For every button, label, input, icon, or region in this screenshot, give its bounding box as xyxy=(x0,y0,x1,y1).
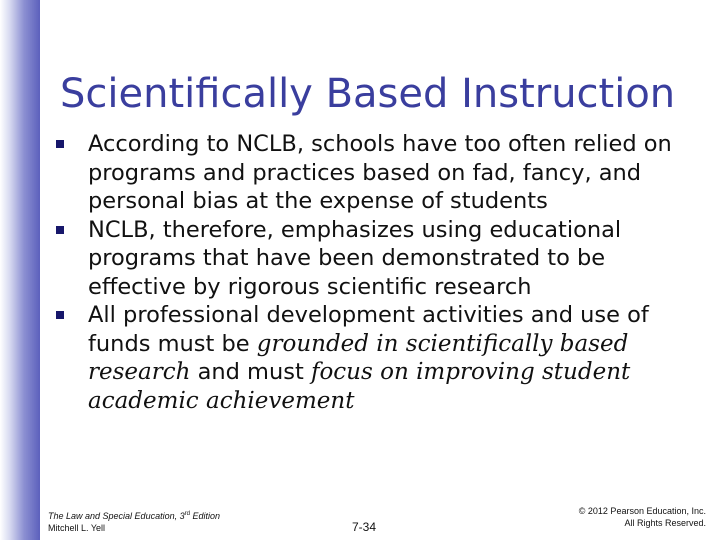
bullet-item xyxy=(56,216,706,302)
bullet-text-middle: and must xyxy=(190,359,311,385)
book-title: The Law and Special Education, 3rd Edition xyxy=(48,511,220,521)
bullet-text-start: All professional development activities and use of funds must be xyxy=(88,302,649,357)
bullet-list xyxy=(56,130,706,415)
author-name: Mitchell L. Yell xyxy=(48,523,106,533)
page-number: 7-34 xyxy=(352,520,377,534)
bullet-text: According to NCLB, schools have too often relied on programs and practices based on fad, fancy, and personal bias at the expense of students xyxy=(88,131,672,214)
copyright-line: © 2012 Pearson Education, Inc. xyxy=(578,506,706,516)
bullet-item xyxy=(56,130,706,216)
rights-line: All Rights Reserved. xyxy=(624,518,706,528)
side-gradient-bar xyxy=(0,0,40,540)
square-bullet-icon xyxy=(56,311,64,319)
bullet-item xyxy=(56,301,706,415)
footer-citation xyxy=(48,508,220,534)
square-bullet-icon xyxy=(56,140,64,148)
bullet-text: NCLB, therefore, emphasizes using educational programs that have been demonstrated to be effective by rigorous scientific research xyxy=(88,216,622,300)
bullet-emphasis-focus: focus on improving student academic achievement xyxy=(88,359,631,414)
bullet-emphasis-grounded: grounded in scientifically based research xyxy=(88,330,629,385)
slide-title: Scientifically Based Instruction xyxy=(60,70,676,117)
square-bullet-icon xyxy=(56,226,64,234)
copyright-notice xyxy=(579,505,706,529)
